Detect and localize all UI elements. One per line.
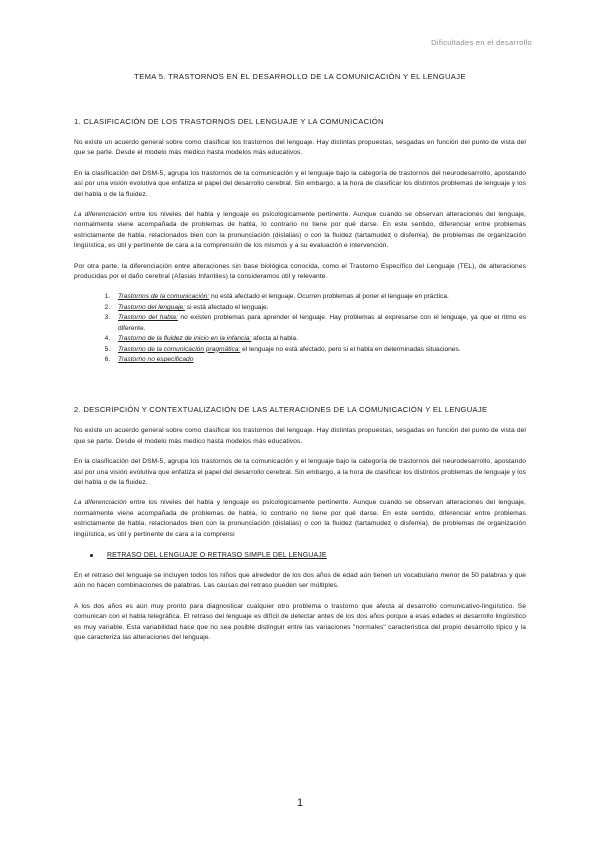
list-item-text: no está afectado el lenguaje. Ocurren problemas al poner el lenguaje en práctica.: [209, 293, 449, 301]
section-spacer: [74, 379, 526, 405]
list-item-text: no existen problemas para aprender el lenguaje. Hay problemas al expresarse con el lenguaje, ya que el ritmo es diferente.: [118, 314, 527, 332]
section-2-paragraph-4: En el retraso del lenguaje se incluyen todos los niños que alrededor de los dos años de edad aún tienen un vocabulario menor de 50 palabras y que aún no hacen combinaciones de palabras. Las causas del retraso pueden ser múltiples.: [74, 571, 526, 590]
list-item: [112, 303, 526, 313]
list-item: [112, 292, 526, 302]
list-item-term: Trastornos de la comunicación:: [118, 293, 210, 301]
section-1-paragraph-4: Por otra parte, la diferenciación entre alteraciones sin base biológica conocida, como el Trastorno Específico del Lenguaje (TEL), de alteraciones producidas por el daño cerebral (Afasias Infantiles) la consideramos útil y relevante.: [74, 262, 526, 281]
section-2-paragraph-5: A los dos años es aún muy pronto para diagnosticar cualquier otro problema o trastorno que afecta al desarrollo comunicativo-lingüístico. Se comunican con el habla telegráfica. El retraso del lenguaje es difícil de detectar antes de los dos años porque a esas edades el desarrollo lingüístico es muy variable. Esta variabilidad hace que no sea posible distinguir entre las variaciones "normales" característica del propio desarrollo típico y la que caracteriza las alteraciones del lenguaje.: [74, 602, 526, 641]
list-item-term: Trastorno de la comunicación pragmática:: [118, 345, 241, 353]
list-item: [112, 313, 526, 334]
subsection-title: RETRASO DEL LENGUAJE O RETRASO SIMPLE DEL LENGUAJE: [107, 551, 327, 559]
document-title: TEMA 5. TRASTORNOS EN EL DESARROLLO DE LA COMUNICACIÓN Y EL LENGUAJE: [134, 72, 466, 81]
running-header: Dificultades en el desarrollo: [431, 38, 532, 47]
list-item-term: Trastorno del lenguaje:: [118, 303, 185, 311]
section-1-paragraph-2: En la clasificación del DSM-5, agrupa los trastornos de la comunicación y el lenguaje bajo la categoría de trastornos del neurodesarrollo, apostando así por una visión evolutiva que enfatiza el papel del desarrollo cerebral. Sin embargo, a la hora de clasificar los distintos problemas de lenguaje y los del habla o de la fluidez.: [74, 169, 526, 198]
section-1-heading: 1. CLASIFICACIÓN DE LOS TRASTORNOS DEL LENGUAJE Y LA COMUNICACIÓN: [74, 117, 384, 126]
list-item-text: afecta al habla.: [251, 335, 298, 343]
emphasis-term: La diferenciación: [74, 499, 127, 507]
section-2-paragraph-2: En la clasificación del DSM-5, agrupa los trastornos de la comunicación y el lenguaje bajo la categoría de trastornos del neurodesarrollo, apostando así por una visión evolutiva que enfatiza el papel del desarrollo cerebral. Sin embargo, a la hora de clasificar los distintos problemas de lenguaje y los del habla o de la fluidez.: [74, 458, 526, 486]
list-item: [112, 334, 526, 344]
section-2-heading: 2. DESCRIPCIÓN Y CONTEXTUALIZACIÓN DE LAS ALTERACIONES DE LA COMUNICACIÓN Y EL LENGUAJE: [74, 405, 488, 415]
section-1-paragraph-3: [74, 210, 526, 252]
list-item-term: Trastorno del habla:: [118, 314, 178, 322]
subsection-bullet-heading: [90, 552, 526, 559]
section-2-paragraph-1: No existe un acuerdo general sobre como clasificar los trastornos del lenguaje. Hay distintas propuestas, sesgadas en función del punto de vista del que se parte. Desde el modelo más medico hasta modelos más educativos.: [74, 427, 526, 445]
list-item-term: Trastorno de la fluidez de inicio en la infancia:: [118, 335, 252, 343]
paragraph-3-body: entre los niveles del habla y lenguaje es psicológicamente pertinente. Aunque cuando se observan alteraciones del lenguaje, normalmente viene acompañada de problemas de habla, lo contrario no tiene por qué darse. En este sentido, diferenciar entre problemas estrictamente de habla, relacionados bien con la pronunciación (dislalias) o con la fluidez (tartamudez o disfemia), de problemas de organización lingüística, es útil y pertinente de cara a la comprensi: [74, 499, 526, 538]
section-2-paragraph-3: [74, 498, 526, 540]
page-content: [74, 72, 526, 653]
section-1-paragraph-1: No existe un acuerdo general sobre como clasificar los trastornos del lenguaje. Hay distintas propuestas, sesgadas en función del punto de vista del que se parte. Desde el modelo más medico hasta modelos más educativos.: [74, 139, 526, 157]
emphasis-term: La diferenciación: [74, 211, 127, 219]
bullet-icon: [90, 554, 93, 557]
page-number: 1: [296, 797, 304, 809]
list-item: [112, 345, 526, 355]
list-item-text: si está afectado el lenguaje.: [184, 303, 269, 311]
paragraph-3-body: entre los niveles del habla y lenguaje es psicológicamente pertinente. Aunque cuando se observan alteraciones del lenguaje, normalmente viene acompañada de problemas de habla, lo contrario no tiene por qué darse. En este sentido, diferenciar entre problemas estrictamente de habla, relacionados bien con la pronunciación (dislalias) o con la fluidez (tartamudez o disfemia), de problemas de organización lingüística, es útil y pertinente de cara a la comprensión de los mismos y a su evaluación e intervención.: [74, 211, 526, 250]
list-item-term: Trastorno no especificado: [118, 355, 194, 363]
disorder-types-list: [74, 292, 526, 365]
list-item-text: el lenguaje no está afectado, pero si el habla en determinadas situaciones.: [240, 345, 461, 353]
list-item: [112, 355, 526, 365]
